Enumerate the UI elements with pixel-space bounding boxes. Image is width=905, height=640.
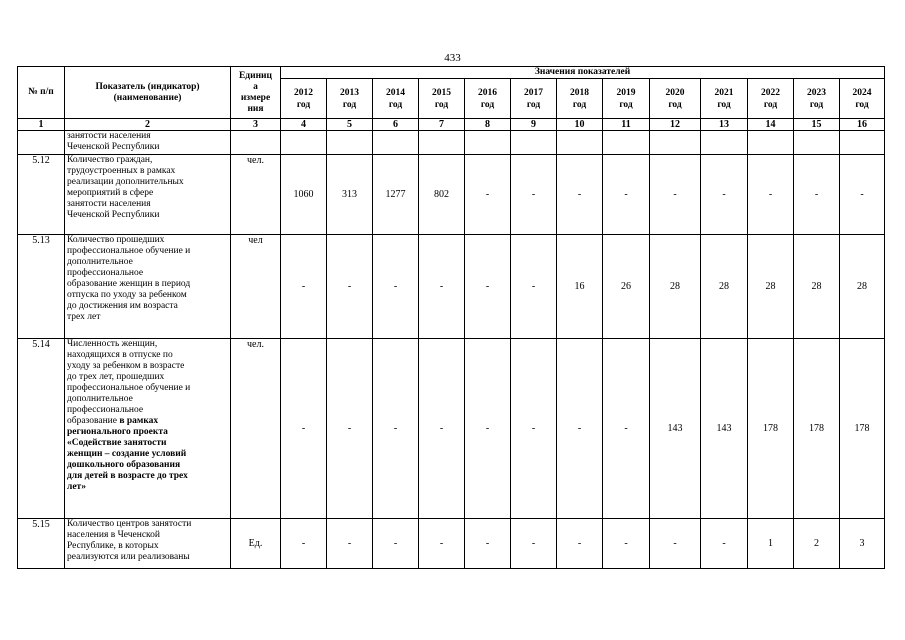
column-number: 14 <box>748 119 794 131</box>
indicator-name <box>65 235 231 339</box>
value-cell <box>701 131 748 155</box>
column-number: 10 <box>557 119 603 131</box>
header-year-word: год <box>434 99 449 110</box>
value-cell: - <box>373 235 419 339</box>
column-number: 7 <box>419 119 465 131</box>
value-cell: - <box>701 519 748 569</box>
indicator-name-line: занятости населения <box>67 131 151 141</box>
header-year <box>281 79 327 119</box>
column-number: 3 <box>231 119 281 131</box>
value-cell: - <box>603 339 650 519</box>
indicator-name-line: Количество центров занятости <box>67 519 192 529</box>
value-cell: 143 <box>650 339 701 519</box>
value-cell: - <box>373 519 419 569</box>
value-cell: 28 <box>840 235 885 339</box>
header-year-number: 2019 <box>616 87 636 98</box>
table-row <box>18 131 885 155</box>
indicator-name-line: Численность женщин, <box>67 339 158 349</box>
unit-cell: чел. <box>231 339 281 519</box>
value-cell: 16 <box>557 235 603 339</box>
header-year-word: год <box>717 99 731 110</box>
indicator-name-line: до достижения им возраста <box>67 301 178 311</box>
value-cell <box>748 131 794 155</box>
header-year-word: год <box>388 99 403 110</box>
value-cell: 2 <box>794 519 840 569</box>
value-cell: - <box>465 339 511 519</box>
value-cell: 26 <box>603 235 650 339</box>
value-cell: - <box>557 155 603 235</box>
indicator-name-line: образование <box>67 416 120 426</box>
header-num: № п/п <box>18 67 65 119</box>
page-number: 433 <box>444 52 461 64</box>
header-year-word: год <box>668 99 682 110</box>
header-year <box>419 79 465 119</box>
table-row <box>18 235 885 339</box>
header-year-word: год <box>855 99 869 110</box>
header-year-word: год <box>572 99 587 110</box>
column-number: 13 <box>701 119 748 131</box>
column-number: 11 <box>603 119 650 131</box>
value-cell <box>650 131 701 155</box>
value-cell: 143 <box>701 339 748 519</box>
header-year-word: год <box>619 99 633 110</box>
value-cell: 313 <box>327 155 373 235</box>
value-cell: 3 <box>840 519 885 569</box>
unit-cell: Ед. <box>231 519 281 569</box>
value-cell: 28 <box>650 235 701 339</box>
value-cell: - <box>281 235 327 339</box>
indicator-name-line: Количество прошедших <box>67 235 165 245</box>
header-year <box>327 79 373 119</box>
header-year <box>794 79 840 119</box>
value-cell: - <box>327 519 373 569</box>
unit-cell: чел. <box>231 155 281 235</box>
indicator-name-line: профессиональное <box>67 405 144 415</box>
header-year-word: год <box>526 99 541 110</box>
header-unit <box>231 67 281 119</box>
value-cell <box>373 131 419 155</box>
header-year-number: 2013 <box>340 87 359 98</box>
header-year <box>650 79 701 119</box>
row-number: 5.14 <box>18 339 65 519</box>
value-cell <box>281 131 327 155</box>
indicator-name-line: профессиональное <box>67 268 144 278</box>
table-row <box>18 155 885 235</box>
header-unit-line: ния <box>247 103 264 114</box>
column-number: 5 <box>327 119 373 131</box>
indicator-name-line: находящихся в отпуске по <box>67 350 173 360</box>
indicator-name-bold-line: женщин – создание условий <box>67 449 187 459</box>
value-cell <box>511 131 557 155</box>
indicator-name <box>65 131 231 155</box>
value-cell: - <box>748 155 794 235</box>
header-year <box>748 79 794 119</box>
indicator-name-bold-line: регионального проекта <box>67 427 168 437</box>
indicator-name <box>65 519 231 569</box>
column-number: 9 <box>511 119 557 131</box>
header-year-number: 2014 <box>386 87 405 98</box>
header-unit-line: Единиц <box>238 70 273 81</box>
indicator-name-line: реализуются или реализованы <box>67 552 190 562</box>
header-unit-line: а <box>253 81 258 92</box>
value-cell: - <box>419 339 465 519</box>
indicator-name-line: образование женщин в период <box>67 279 191 289</box>
header-year-number: 2021 <box>714 87 734 98</box>
unit-cell <box>231 131 281 155</box>
column-number: 12 <box>650 119 701 131</box>
header-year-word: год <box>763 99 778 110</box>
header-year <box>465 79 511 119</box>
indicator-name <box>65 155 231 235</box>
value-cell: 178 <box>748 339 794 519</box>
indicator-name-line: Республике, в которых <box>67 541 159 551</box>
indicator-name-line: до трех лет, прошедших <box>67 372 165 382</box>
value-cell: - <box>327 339 373 519</box>
value-cell: - <box>557 339 603 519</box>
header-year-number: 2015 <box>432 87 451 98</box>
value-cell: - <box>603 519 650 569</box>
value-cell: - <box>701 155 748 235</box>
column-number: 4 <box>281 119 327 131</box>
value-cell: - <box>281 519 327 569</box>
header-year-number: 2023 <box>807 87 826 98</box>
indicator-name-line: занятости населения <box>67 199 151 209</box>
value-cell: 1277 <box>373 155 419 235</box>
header-year-number: 2012 <box>294 87 313 98</box>
value-cell: - <box>511 235 557 339</box>
value-cell: - <box>465 155 511 235</box>
value-cell: - <box>511 155 557 235</box>
value-cell: 802 <box>419 155 465 235</box>
indicator-name-line: реализации дополнительных <box>67 177 184 187</box>
table-row <box>18 339 885 519</box>
indicator-name-line: дополнительное <box>67 257 133 267</box>
value-cell: - <box>840 155 885 235</box>
indicator-name-line: Чеченской Республики <box>67 210 160 220</box>
indicator-name-bold-line: дошкольного образования <box>67 460 181 470</box>
column-number: 6 <box>373 119 419 131</box>
value-cell: - <box>650 155 701 235</box>
indicator-name-bold: в рамках <box>119 416 159 426</box>
row-number: 5.15 <box>18 519 65 569</box>
value-cell <box>794 131 840 155</box>
table-row <box>18 519 885 569</box>
value-cell: 28 <box>794 235 840 339</box>
value-cell: - <box>327 235 373 339</box>
indicator-name-line: профессиональное обучение и <box>67 383 191 393</box>
indicator-name-line: Количество граждан, <box>67 155 153 165</box>
value-cell: - <box>373 339 419 519</box>
value-cell: - <box>650 519 701 569</box>
header-year-word: год <box>342 99 357 110</box>
column-number: 2 <box>65 119 231 131</box>
value-cell: - <box>511 339 557 519</box>
unit-cell: чел <box>231 235 281 339</box>
indicator-name-line: профессиональное обучение и <box>67 246 191 256</box>
header-year-number: 2022 <box>761 87 780 98</box>
header-year <box>840 79 885 119</box>
value-cell: - <box>465 519 511 569</box>
value-cell: - <box>794 155 840 235</box>
header-year-number: 2017 <box>524 87 543 98</box>
indicator-name-bold-line: «Содействие занятости <box>67 438 167 448</box>
row-number: 5.13 <box>18 235 65 339</box>
indicator-name-line: трудоустроенных в рамках <box>67 166 176 176</box>
indicator-name-line: Чеченской Республики <box>67 142 160 152</box>
header-year-number: 2018 <box>570 87 589 98</box>
header-year-word: год <box>480 99 495 110</box>
indicator-name-line: отпуска по уходу за ребенком <box>67 290 187 300</box>
column-number: 1 <box>18 119 65 131</box>
value-cell: - <box>557 519 603 569</box>
value-cell: 178 <box>794 339 840 519</box>
header-year <box>701 79 748 119</box>
column-number: 8 <box>465 119 511 131</box>
row-number: 5.12 <box>18 155 65 235</box>
value-cell: 178 <box>840 339 885 519</box>
value-cell <box>840 131 885 155</box>
header-year <box>511 79 557 119</box>
header-unit-line: измере <box>240 92 271 103</box>
value-cell: 1 <box>748 519 794 569</box>
header-year-word: год <box>296 99 311 110</box>
header-values: Значения показателей <box>281 67 885 79</box>
value-cell: - <box>419 519 465 569</box>
value-cell: - <box>511 519 557 569</box>
value-cell <box>603 131 650 155</box>
value-cell: 28 <box>701 235 748 339</box>
header-year-number: 2016 <box>478 87 497 98</box>
value-cell <box>327 131 373 155</box>
value-cell <box>419 131 465 155</box>
value-cell: - <box>603 155 650 235</box>
value-cell: 28 <box>748 235 794 339</box>
indicator-name-line: населения в Чеченской <box>67 530 160 540</box>
value-cell: - <box>419 235 465 339</box>
value-cell: 1060 <box>281 155 327 235</box>
header-indicator: Показатель (индикатор) (наименование) <box>65 67 231 119</box>
value-cell: - <box>281 339 327 519</box>
header-year-word: год <box>809 99 824 110</box>
column-number: 16 <box>840 119 885 131</box>
indicator-name-line: дополнительное <box>67 394 133 404</box>
indicator-name-line: мероприятий в сфере <box>67 188 154 198</box>
header-year-number: 2024 <box>852 87 872 98</box>
value-cell: - <box>465 235 511 339</box>
indicator-name <box>65 339 231 519</box>
indicator-name-bold-line: лет» <box>67 482 86 492</box>
column-number: 15 <box>794 119 840 131</box>
header-year <box>373 79 419 119</box>
header-year-number: 2020 <box>665 87 685 98</box>
value-cell <box>557 131 603 155</box>
value-cell <box>465 131 511 155</box>
indicator-name-bold-line: для детей в возрасте до трех <box>67 471 188 481</box>
indicator-name-line: уходу за ребенком в возрасте <box>67 361 185 371</box>
indicator-name-line: трех лет <box>67 312 101 322</box>
row-number <box>18 131 65 155</box>
header-year <box>603 79 650 119</box>
header-year <box>557 79 603 119</box>
indicators-table <box>17 66 885 569</box>
